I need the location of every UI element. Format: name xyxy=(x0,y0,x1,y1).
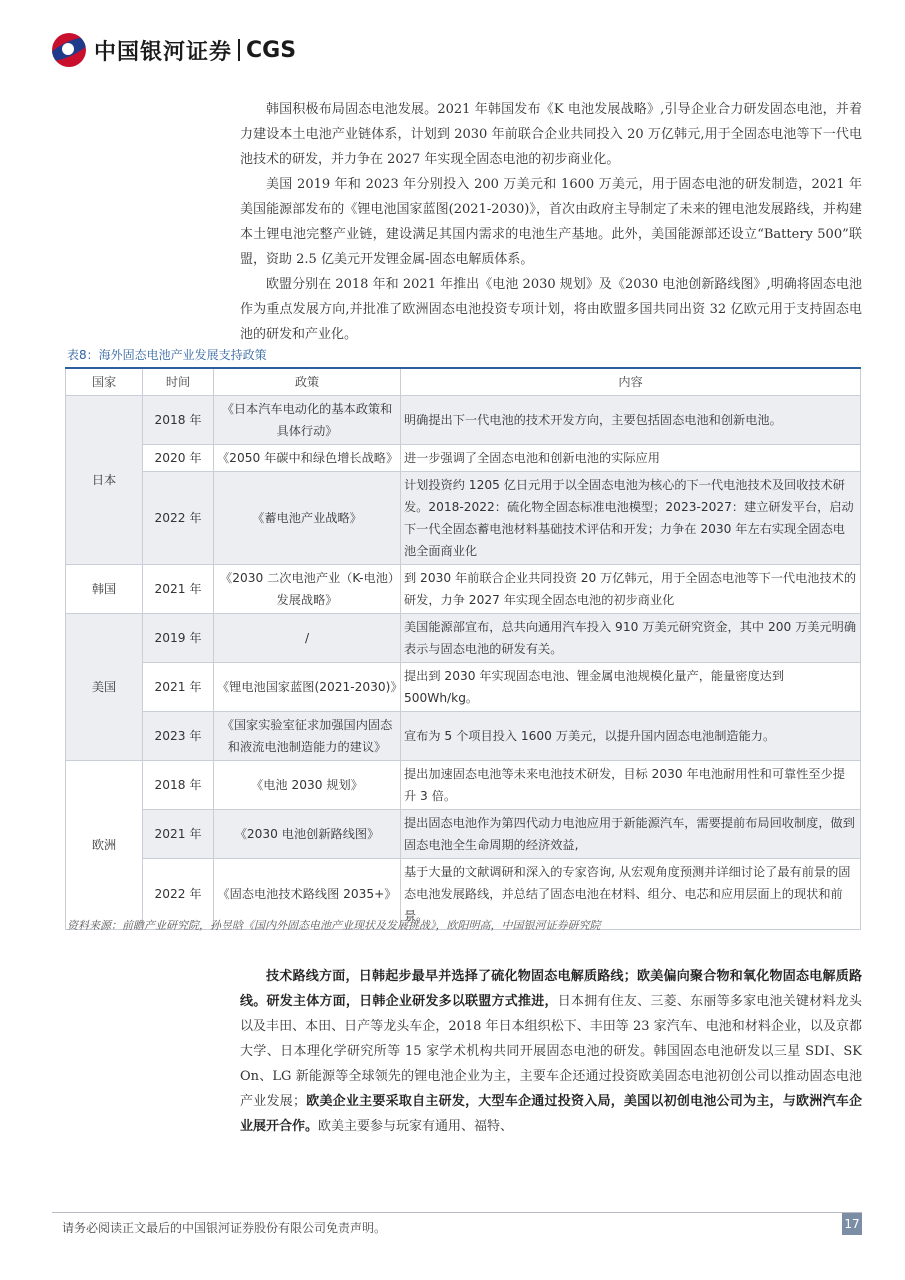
content-cell: 基于大量的文献调研和深入的专家咨询, 从宏观角度预测并详细讨论了最有前景的固态电池发展路线，并总结了固态电池在材料、组分、电芯和应用层面上的现状和前景。 xyxy=(401,859,861,930)
year-cell: 2019 年 xyxy=(143,614,214,663)
policy-cell: 《锂电池国家蓝图(2021-2030)》 xyxy=(214,663,401,712)
year-cell: 2022 年 xyxy=(143,859,214,930)
header-policy: 政策 xyxy=(214,368,401,396)
content-cell: 到 2030 年前联合企业共同投资 20 万亿韩元，用于全固态电池等下一代电池技术的研发，力争 2027 年实现全固态电池的初步商业化 xyxy=(401,565,861,614)
year-cell: 2018 年 xyxy=(143,396,214,445)
table-caption: 表8：海外固态电池产业发展支持政策 xyxy=(67,348,267,362)
policy-cell: 《固态电池技术路线图 2035+》 xyxy=(214,859,401,930)
brand-name-cn: 中国银河证券 xyxy=(94,39,233,65)
year-cell: 2021 年 xyxy=(143,565,214,614)
analysis-body-1: 日本拥有住友、三菱、东丽等多家电池关键材料龙头以及丰田、本田、日产等龙头车企，2018 年日本组织松下、丰田等 23 家汽车、电池和材料企业，以及京都大学、日本理化学研究所等 15 家学术机构共同开展固态电池的研发。韩国固态电池研发以三星 SDI、SK On、LG 新能源等全球领先的锂电池企业为主，主要车企还通过投资欧美固态电池初创公司以推动固态电池产业发展； xyxy=(240,994,862,1109)
page-number: 17 xyxy=(842,1213,862,1235)
policy-cell: / xyxy=(214,614,401,663)
content-cell: 明确提出下一代电池的技术开发方向，主要包括固态电池和创新电池。 xyxy=(401,396,861,445)
analysis-paragraph xyxy=(240,964,862,1139)
country-cell: 美国 xyxy=(66,614,143,761)
table-source-note: 资料来源：前瞻产业研究院，孙昱晗《国内外固态电池产业现状及发展挑战》，欧阳明高，中国银河证券研究院 xyxy=(67,919,601,932)
year-cell: 2021 年 xyxy=(143,810,214,859)
policy-cell: 《蓄电池产业战略》 xyxy=(214,472,401,565)
year-cell: 2021 年 xyxy=(143,663,214,712)
policy-cell: 《日本汽车电动化的基本政策和具体行动》 xyxy=(214,396,401,445)
header-country: 国家 xyxy=(66,368,143,396)
brand-header xyxy=(52,32,296,68)
table-row xyxy=(66,445,861,472)
table-row xyxy=(66,472,861,565)
table-row xyxy=(66,712,861,761)
footer-divider xyxy=(52,1212,862,1213)
cgs-logo-icon xyxy=(52,33,86,67)
table-row xyxy=(66,810,861,859)
table-header-row xyxy=(66,368,861,396)
year-cell: 2020 年 xyxy=(143,445,214,472)
policy-cell: 《国家实验室征求加强国内固态和液流电池制造能力的建议》 xyxy=(214,712,401,761)
country-cell: 欧洲 xyxy=(66,761,143,930)
highlight-tech-route: 技术路线方面，日韩起步最早并选择了硫化物固态电解质路线；欧美偏向聚合物和氧化物固态电解质路线。研发主体方面，日韩企业研发多以联盟方式推进， xyxy=(240,969,862,1009)
paragraph-eu: 欧盟分别在 2018 年和 2021 年推出《电池 2030 规划》及《2030 电池创新路线图》,明确将固态电池作为重点发展方向,并批准了欧洲固态电池投资专项计划，将由欧盟多国共同出资 32 亿欧元用于支持固态电池的研发和产业化。 xyxy=(240,277,862,342)
year-cell: 2022 年 xyxy=(143,472,214,565)
content-cell: 宣布为 5 个项目投入 1600 万美元，以提升国内固态电池制造能力。 xyxy=(401,712,861,761)
content-cell: 计划投资约 1205 亿日元用于以全固态电池为核心的下一代电池技术及回收技术研发。2018-2022：硫化物全固态标准电池模型；2023-2027：建立研发平台，启动下一代全固态蓄电池材料基础技术评估和开发；力争在 2030 年左右实现全固态电池全面商业化 xyxy=(401,472,861,565)
policy-cell: 《2050 年碳中和绿色增长战略》 xyxy=(214,445,401,472)
table-row xyxy=(66,761,861,810)
table-row xyxy=(66,614,861,663)
policy-table xyxy=(65,367,861,930)
policy-cell: 《2030 电池创新路线图》 xyxy=(214,810,401,859)
policy-cell: 《2030 二次电池产业（K-电池）发展战略》 xyxy=(214,565,401,614)
header-content: 内容 xyxy=(401,368,861,396)
content-cell: 提出固态电池作为第四代动力电池应用于新能源汽车，需要提前布局回收制度，做到固态电池全生命周期的经济效益, xyxy=(401,810,861,859)
content-cell: 美国能源部宣布，总共向通用汽车投入 910 万美元研究资金，其中 200 万美元明确表示与固态电池的研发有关。 xyxy=(401,614,861,663)
table-row xyxy=(66,565,861,614)
table-row xyxy=(66,663,861,712)
brand-name-en: CGS xyxy=(246,37,297,63)
highlight-eu-us: 欧美企业主要采取自主研发，大型车企通过投资入局，美国以初创电池公司为主，与欧洲汽车企业展开合作。 xyxy=(240,1094,862,1134)
analysis-body-2: 欧美主要参与玩家有通用、福特、 xyxy=(318,1119,514,1134)
footer-disclaimer: 请务必阅读正文最后的中国银河证券股份有限公司免责声明。 xyxy=(62,1221,387,1235)
paragraph-usa: 美国 2019 年和 2023 年分别投入 200 万美元和 1600 万美元，用于固态电池的研发制造，2021 年美国能源部发布的《锂电池国家蓝图(2021-2030)》，首次由政府主导制定了未来的锂电池发展路线，并构建本土锂电池完整产业链，建设满足其国内需求的电池生产基地。此外，美国能源部还设立“Battery 500”联盟，资助 2.5 亿美元开发锂金属-固态电解质体系。 xyxy=(240,177,862,267)
table-row xyxy=(66,396,861,445)
brand-separator xyxy=(238,39,240,61)
content-cell: 提出加速固态电池等未来电池技术研发，目标 2030 年电池耐用性和可靠性至少提升 3 倍。 xyxy=(401,761,861,810)
country-cell: 日本 xyxy=(66,396,143,565)
policy-cell: 《电池 2030 规划》 xyxy=(214,761,401,810)
content-cell: 提出到 2030 年实现固态电池、锂金属电池规模化量产，能量密度达到 500Wh/kg。 xyxy=(401,663,861,712)
year-cell: 2018 年 xyxy=(143,761,214,810)
year-cell: 2023 年 xyxy=(143,712,214,761)
content-cell: 进一步强调了全固态电池和创新电池的实际应用 xyxy=(401,445,861,472)
paragraph-korea: 韩国积极布局固态电池发展。2021 年韩国发布《K 电池发展战略》,引导企业合力研发固态电池，并着力建设本土电池产业链体系，计划到 2030 年前联合企业共同投入 20 万亿韩元,用于全固态电池等下一代电池技术的研发，并力争在 2027 年实现全固态电池的初步商业化。 xyxy=(240,102,862,167)
analysis-text xyxy=(240,964,862,1139)
header-year: 时间 xyxy=(143,368,214,396)
intro-paragraphs xyxy=(240,97,862,347)
country-cell: 韩国 xyxy=(66,565,143,614)
